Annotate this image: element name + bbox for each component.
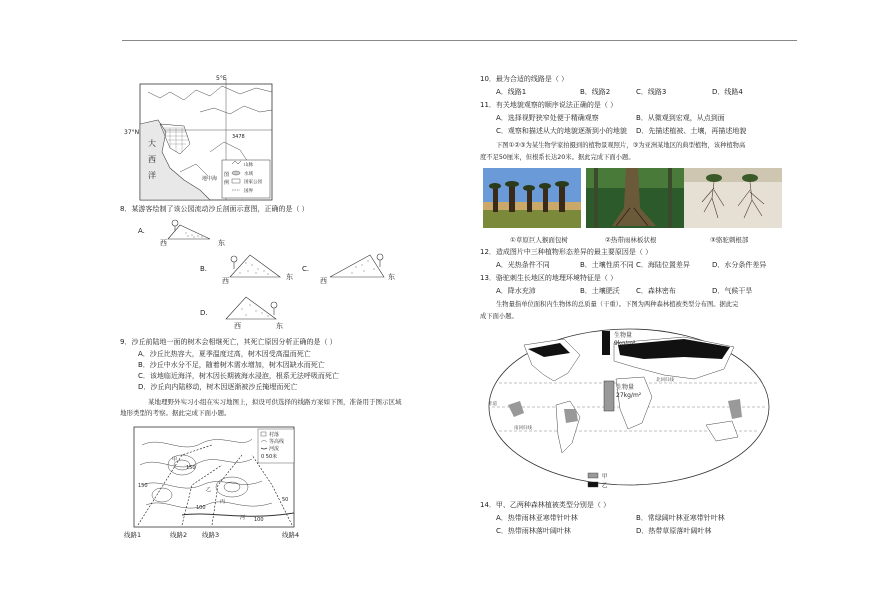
option-a-east: 东 bbox=[218, 239, 225, 247]
biomass-2-title: 生物量 bbox=[616, 384, 635, 391]
header-rule bbox=[122, 40, 797, 41]
tropic-cancer-label: 北回归线 bbox=[656, 378, 674, 383]
q14-stem: 14．甲、乙两种森林植被类型分别是（ ） bbox=[480, 501, 611, 509]
option-c-west: 西 bbox=[320, 277, 327, 285]
photo-caption-1: ①草原巨人猴面包树 bbox=[510, 236, 568, 244]
q11-option-b: B．从微观到宏观，从点到面 bbox=[636, 114, 725, 122]
option-b-east: 东 bbox=[286, 273, 293, 281]
map2-river-label: 河 bbox=[240, 515, 246, 521]
q10-option-b: B．线路2 bbox=[580, 88, 611, 96]
q9-option-c: C．该地临近海洋，树木因长期被海水浸泡，根系无法呼吸而死亡 bbox=[138, 372, 339, 380]
option-b-west: 西 bbox=[222, 277, 229, 285]
world-forest-map bbox=[484, 325, 774, 495]
q14-option-a: A．热带雨林亚寒带针叶林 bbox=[496, 514, 578, 522]
photo-camelthorn-roots bbox=[684, 168, 782, 228]
legend-jia: 甲 bbox=[602, 474, 608, 480]
intro-routes-1: 某地理野外实习小组在实习地图上，拟设可供选择的线路方案如下图，准备用于图示区域 bbox=[148, 398, 402, 406]
intro-plants-2: 度不足50厘米，但根系长达20米。据此完成下面小题。 bbox=[480, 154, 635, 161]
map2-point-yi: 乙 bbox=[206, 487, 212, 493]
q11-option-a: A．选择视野狭窄处便于精确观察 bbox=[496, 114, 599, 122]
route-3-label: 线路3 bbox=[202, 531, 220, 539]
q9-stem: 9．沙丘前陆地一面的树木会相继死亡，其死亡原因分析正确的是（ ） bbox=[120, 338, 337, 346]
option-a-west: 西 bbox=[160, 239, 167, 247]
legend-mountain: 山脉 bbox=[244, 163, 253, 168]
legend-yi: 乙 bbox=[602, 483, 608, 489]
legend-title-1: 图 bbox=[224, 172, 230, 178]
q11-stem: 11．有关地貌观察的顺序说法正确的是（ ） bbox=[480, 101, 618, 109]
lon-label: 5°E bbox=[216, 75, 227, 82]
q10-option-c: C．线路3 bbox=[636, 88, 667, 96]
map2-point-bing: 丙 bbox=[220, 499, 226, 505]
biomass-1-title: 生物量 bbox=[614, 332, 633, 339]
map2-legend-river: 河流 bbox=[269, 446, 280, 452]
map2-contour-100b: 100 bbox=[196, 505, 206, 511]
intro-biomass-1: 生物量指单位面积内生物体的总质量（干重）。下图为两种森林植被类型分布图。据此完 bbox=[496, 301, 739, 308]
option-c-label: C. bbox=[302, 265, 310, 273]
q9-option-d: D．沙丘向内陆移动，树木因逐渐被沙丘掩埋而死亡 bbox=[138, 383, 298, 391]
legend-border: 国界 bbox=[244, 189, 253, 194]
sea-label-2: 西 bbox=[148, 155, 156, 164]
q12-option-b: B．土壤性质不同 bbox=[580, 261, 634, 269]
q10-option-d: D．线路4 bbox=[712, 88, 743, 96]
map2-contour-50: 50 bbox=[282, 497, 289, 503]
biomass-2-value: 27kg/m² bbox=[616, 392, 642, 399]
q13-option-b: B．土壤肥沃 bbox=[580, 287, 620, 295]
route-2-label: 线路2 bbox=[170, 531, 188, 539]
map2-scale: 0 50米 bbox=[261, 454, 278, 460]
q13-option-d: D．气候干旱 bbox=[712, 287, 753, 295]
q12-stem: 12．造成图片中三种植物形态差异的最主要原因是（ ） bbox=[480, 248, 653, 256]
q14-option-d: D．热带草原落叶阔叶林 bbox=[636, 527, 712, 535]
peak-label: 3478 bbox=[232, 134, 245, 140]
intro-routes-2: 地形类型的考察。据此完成下面小题。 bbox=[120, 409, 231, 417]
option-b-label: B. bbox=[200, 265, 208, 273]
q14-option-c: C．热带雨林落叶阔叶林 bbox=[496, 527, 571, 535]
option-d-east: 东 bbox=[276, 322, 283, 330]
q8-stem: 8．某游客绘制了该公园流动沙丘剖面示意图，正确的是（ ） bbox=[120, 205, 309, 213]
map2-contour-150a: 150 bbox=[186, 465, 196, 471]
q14-option-b: B．常绿阔叶林亚寒带针叶林 bbox=[636, 514, 725, 522]
q9-option-b: B．沙丘中水分不足，随着树木需水增加，树木因缺水而死亡 bbox=[138, 361, 325, 369]
q12-option-c: C．海陆位置差异 bbox=[636, 261, 690, 269]
lat-label: 37°N bbox=[124, 129, 140, 136]
photo-buttress-roots bbox=[586, 168, 684, 228]
q13-stem: 13．骆驼刺生长地区的地理环境特征是（ ） bbox=[480, 274, 618, 282]
option-d-label: D. bbox=[200, 309, 208, 317]
map2-legend-contour: 等高线 bbox=[269, 439, 285, 445]
dune-profile-options bbox=[130, 215, 420, 330]
q12-option-d: D．水分条件差异 bbox=[712, 261, 767, 269]
q13-option-a: A．降水充沛 bbox=[496, 287, 536, 295]
option-a-label: A. bbox=[138, 227, 145, 235]
option-c-east: 东 bbox=[388, 273, 395, 281]
q12-option-a: A．光热条件不同 bbox=[496, 261, 550, 269]
intro-plants-1: 下图①②③为某生物学家拍摄到的植物景观照片，③为亚洲某地区的典型植物，该种植物高 bbox=[496, 142, 746, 149]
q10-option-a: A．线路1 bbox=[496, 88, 527, 96]
biomass-1-value: 9kg/m² bbox=[614, 340, 636, 347]
legend-title-2: 例 bbox=[224, 180, 230, 186]
photo-baobab bbox=[483, 168, 581, 228]
contour-route-map bbox=[122, 425, 307, 540]
q11-option-c: C．观察和描述从大的地貌逐渐到小的地貌 bbox=[496, 127, 627, 135]
map2-contour-100a: 100 bbox=[254, 517, 264, 523]
option-d-west: 西 bbox=[234, 322, 241, 330]
equator-label: 赤道 bbox=[488, 402, 497, 407]
route-1-label: 线路1 bbox=[124, 531, 142, 539]
photo-caption-3: ③骆驼刺根部 bbox=[710, 236, 749, 244]
route-4-label: 线路4 bbox=[282, 531, 300, 539]
intro-biomass-2: 成下面小题。 bbox=[480, 313, 518, 320]
sea-label-4: 地中海 bbox=[202, 176, 218, 182]
sea-label-1: 大 bbox=[148, 139, 156, 148]
map2-contour-150b: 150 bbox=[138, 483, 148, 489]
tropic-capricorn-label: 南回归线 bbox=[514, 426, 532, 431]
q9-option-a: A．沙丘比热容大，夏季温度过高，树木因受高温而死亡 bbox=[138, 350, 311, 358]
sea-label-3: 洋 bbox=[148, 171, 156, 180]
map2-legend-village: 村落 bbox=[269, 432, 280, 438]
q13-option-c: C．森林密布 bbox=[636, 287, 676, 295]
map2-point-jia: 甲 bbox=[172, 457, 178, 463]
legend-water: 水域 bbox=[244, 172, 253, 177]
legend-park: 国家公园 bbox=[244, 180, 262, 185]
q10-stem: 10．最为合适的线路是（ ） bbox=[480, 75, 569, 83]
national-park-map bbox=[124, 72, 280, 202]
q11-option-d: D．先描述植被、土壤，再描述地貌 bbox=[636, 127, 747, 135]
photo-caption-2: ②热带雨林板状根 bbox=[605, 236, 657, 244]
